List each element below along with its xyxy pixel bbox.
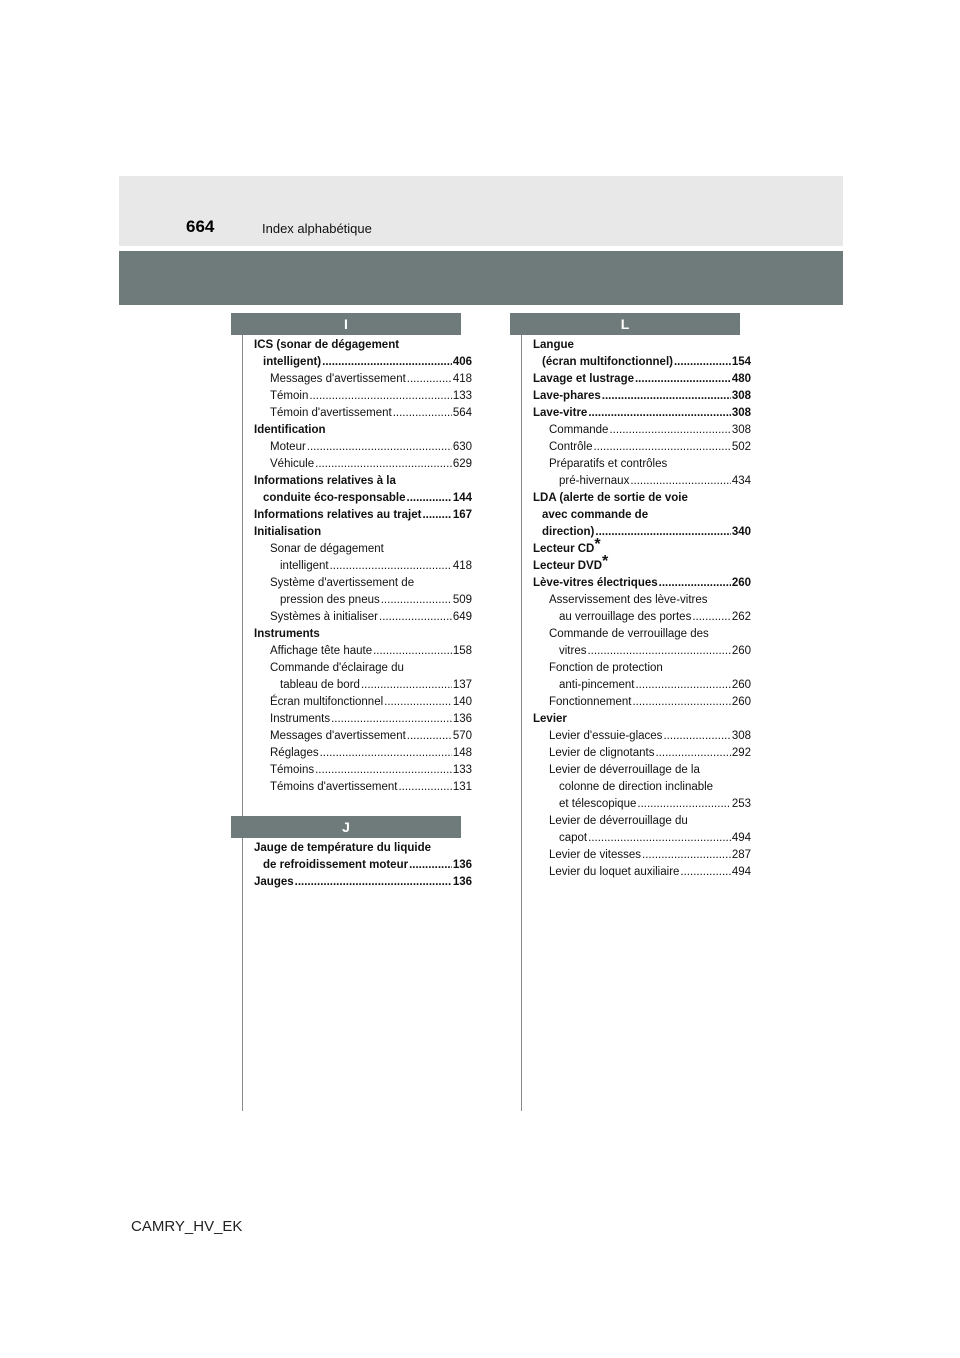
index-entry[interactable] (533, 677, 751, 694)
entry-text: Messages d'avertissement (270, 730, 406, 742)
index-entry[interactable] (254, 857, 472, 874)
dot-leader (593, 439, 730, 456)
entry-text: intelligent (280, 560, 329, 572)
left-index-column (254, 313, 472, 891)
entry-text: anti-pincement (559, 679, 635, 691)
dot-leader (307, 439, 452, 456)
entry-text: Lave-vitre (533, 407, 588, 419)
entry-text: Sonar de dégagement (270, 543, 384, 555)
index-entry[interactable] (533, 643, 751, 660)
entry-page-number: 340 (731, 526, 751, 538)
entry-page-number: 137 (452, 679, 472, 691)
index-entry[interactable] (254, 779, 472, 796)
entry-page-number: 133 (452, 764, 472, 776)
dot-leader (309, 388, 451, 405)
entry-text: Levier de déverrouillage de la (549, 764, 700, 776)
entry-page-number: 308 (731, 407, 751, 419)
dot-leader (322, 354, 452, 371)
index-entry[interactable] (254, 592, 472, 609)
index-entry[interactable] (533, 592, 751, 609)
entry-page-number: 260 (731, 679, 751, 691)
dot-leader (407, 371, 452, 388)
dot-leader (588, 405, 730, 422)
dot-leader (659, 575, 731, 592)
entry-text: Informations relatives à la (254, 475, 396, 487)
entry-page-number: 480 (731, 373, 751, 385)
entry-page-number: 308 (731, 424, 751, 436)
entry-text: Initialisation (254, 526, 322, 538)
index-entry[interactable] (254, 507, 472, 524)
dot-leader (320, 745, 452, 762)
dot-leader (361, 677, 452, 694)
entry-text: Témoin d'avertissement (270, 407, 392, 419)
index-entry[interactable] (533, 490, 751, 507)
index-entry[interactable] (254, 840, 472, 857)
index-entry[interactable] (533, 796, 751, 813)
index-entry[interactable] (254, 541, 472, 558)
entry-text: Témoins (270, 764, 315, 776)
dot-leader (674, 354, 731, 371)
entry-page-number: 260 (731, 645, 751, 657)
index-entry[interactable] (254, 473, 472, 490)
index-entry[interactable] (254, 643, 472, 660)
index-entry[interactable] (254, 371, 472, 388)
index-entry[interactable] (254, 405, 472, 422)
entry-text: Témoins d'avertissement (270, 781, 398, 793)
index-entry[interactable] (533, 388, 751, 405)
index-entry[interactable] (254, 575, 472, 592)
index-entry[interactable] (254, 354, 472, 371)
entry-text: Lecteur DVD (533, 560, 603, 572)
dot-leader (409, 857, 452, 874)
header-bar (119, 251, 843, 305)
entry-page-number: 253 (731, 798, 751, 810)
entry-page-number: 494 (731, 866, 751, 878)
dot-leader (609, 422, 730, 439)
entry-page-number: 260 (731, 696, 751, 708)
entry-text: Lève-vitres électriques (533, 577, 658, 589)
entry-text: tableau de bord (280, 679, 360, 691)
dot-leader (642, 847, 731, 864)
index-entry[interactable] (254, 388, 472, 405)
index-entry[interactable] (254, 524, 472, 541)
index-entry[interactable] (533, 813, 751, 830)
index-entry[interactable] (254, 337, 472, 354)
entry-text: conduite éco-responsable (263, 492, 406, 504)
index-entry[interactable] (533, 575, 751, 592)
entry-text: Fonctionnement (549, 696, 632, 708)
entry-text: Réglages (270, 747, 319, 759)
index-entry[interactable] (254, 745, 472, 762)
entry-text: Levier du loquet auxiliaire (549, 866, 680, 878)
dot-leader (635, 677, 730, 694)
index-entry[interactable] (533, 626, 751, 643)
entry-text: Asservissement des lève-vitres (549, 594, 708, 606)
entry-text: Lavage et lustrage (533, 373, 634, 385)
index-entry[interactable] (254, 626, 472, 643)
entry-text: Messages d'avertissement (270, 373, 406, 385)
footnote-star: * (602, 553, 609, 570)
entry-page-number: 260 (731, 577, 751, 589)
entry-text: au verrouillage des portes (559, 611, 692, 623)
index-entry[interactable] (533, 337, 751, 354)
entry-text: Témoin (270, 390, 309, 402)
entry-text: de refroidissement moteur (263, 859, 409, 871)
entry-page-number: 287 (731, 849, 751, 861)
index-entry[interactable] (533, 745, 751, 762)
dot-leader (587, 643, 730, 660)
entry-text: Préparatifs et contrôles (549, 458, 668, 470)
entry-page-number: 131 (452, 781, 472, 793)
dot-leader (398, 779, 451, 796)
entry-text: Lecteur CD (533, 543, 595, 555)
entry-page-number: 136 (452, 859, 472, 871)
entry-page-number: 418 (452, 560, 472, 572)
index-section (254, 816, 472, 891)
dot-leader (379, 609, 452, 626)
index-entry[interactable] (254, 728, 472, 745)
entry-text: Écran multifonctionnel (270, 696, 384, 708)
entry-text: Commande de verrouillage des (549, 628, 709, 640)
entry-page-number: 144 (452, 492, 472, 504)
dot-leader (602, 388, 731, 405)
index-entry[interactable] (533, 536, 751, 558)
entry-text: vitres (559, 645, 587, 657)
page-number: 664 (186, 217, 215, 236)
dot-leader (632, 694, 730, 711)
entry-text: Fonction de protection (549, 662, 663, 674)
dot-leader (588, 830, 731, 847)
entry-text: Jauges (254, 876, 294, 888)
entry-text: Affichage tête haute (270, 645, 373, 657)
dot-leader (407, 490, 452, 507)
index-entry[interactable] (254, 660, 472, 677)
index-entry[interactable] (533, 473, 751, 490)
dot-leader (407, 728, 452, 745)
section-letter-heading: J (231, 816, 461, 838)
index-entry[interactable] (254, 422, 472, 439)
entry-page-number: 158 (452, 645, 472, 657)
index-entry[interactable] (533, 728, 751, 745)
dot-leader (692, 609, 730, 626)
dot-leader (330, 558, 452, 575)
entry-text: Instruments (270, 713, 331, 725)
header-band (119, 176, 843, 246)
entry-text: Lave-phares (533, 390, 601, 402)
section-letter-heading: I (231, 313, 461, 335)
entry-page-number: 494 (731, 832, 751, 844)
index-entry[interactable] (533, 422, 751, 439)
index-entry[interactable] (533, 762, 751, 779)
entry-page-number: 133 (452, 390, 472, 402)
entry-page-number: 308 (731, 390, 751, 402)
entry-text: Langue (533, 339, 574, 351)
entry-text: Identification (254, 424, 326, 436)
entry-page-number: 262 (731, 611, 751, 623)
right-index-column (533, 313, 751, 881)
entry-page-number: 148 (452, 747, 472, 759)
index-entry[interactable] (533, 456, 751, 473)
entry-text: Commande d'éclairage du (270, 662, 404, 674)
index-entry[interactable] (533, 405, 751, 422)
entry-text: pré-hivernaux (559, 475, 630, 487)
entry-text: avec commande de (542, 509, 649, 521)
entry-text: Système d'avertissement de (270, 577, 415, 589)
index-entry[interactable] (254, 609, 472, 626)
dot-leader (655, 745, 730, 762)
index-entry[interactable] (254, 558, 472, 575)
entry-page-number: 140 (452, 696, 472, 708)
index-entry[interactable] (533, 864, 751, 881)
entry-text: et télescopique (559, 798, 637, 810)
entry-text: Contrôle (549, 441, 593, 453)
dot-leader (315, 762, 452, 779)
index-entry[interactable] (533, 524, 751, 541)
entry-text: ICS (sonar de dégagement (254, 339, 400, 351)
index-entry[interactable] (254, 456, 472, 473)
dot-leader (680, 864, 730, 881)
dot-leader (663, 728, 730, 745)
entry-text: capot (559, 832, 588, 844)
entry-text: LDA (alerte de sortie de voie (533, 492, 688, 504)
dot-leader (637, 796, 730, 813)
index-section (254, 313, 472, 796)
dot-leader (630, 473, 730, 490)
entry-page-number: 418 (452, 373, 472, 385)
entry-text: Jauge de température du liquide (254, 842, 432, 854)
entry-page-number: 434 (731, 475, 751, 487)
entry-page-number: 136 (452, 876, 472, 888)
index-section (533, 313, 751, 881)
entry-text: (écran multifonctionnel) (542, 356, 673, 368)
entry-page-number: 502 (731, 441, 751, 453)
entry-text: Levier de clignotants (549, 747, 655, 759)
entry-text: Levier de vitesses (549, 849, 642, 861)
page-title: Index alphabétique (262, 221, 372, 236)
entry-page-number: 630 (452, 441, 472, 453)
dot-leader (595, 524, 730, 541)
left-column-rule (242, 313, 243, 1111)
dot-leader (295, 874, 452, 891)
dot-leader (373, 643, 452, 660)
index-entry[interactable] (533, 660, 751, 677)
entry-page-number: 564 (452, 407, 472, 419)
entry-page-number: 136 (452, 713, 472, 725)
entry-text: colonne de direction inclinable (559, 781, 714, 793)
entry-text: pression des pneus (280, 594, 380, 606)
index-entry[interactable] (254, 490, 472, 507)
index-entry[interactable] (533, 694, 751, 711)
index-entry[interactable] (533, 507, 751, 524)
index-entry[interactable] (254, 762, 472, 779)
dot-leader (381, 592, 452, 609)
entry-page-number: 629 (452, 458, 472, 470)
index-entry[interactable] (254, 694, 472, 711)
entry-page-number: 292 (731, 747, 751, 759)
footnote-star: * (594, 536, 601, 553)
entry-text: Moteur (270, 441, 306, 453)
index-entry[interactable] (254, 439, 472, 456)
index-entry[interactable] (254, 677, 472, 694)
index-entry[interactable] (533, 711, 751, 728)
entry-page-number: 509 (452, 594, 472, 606)
entry-page-number: 570 (452, 730, 472, 742)
model-code: CAMRY_HV_EK (131, 1218, 243, 1235)
dot-leader (384, 694, 452, 711)
dot-leader (331, 711, 452, 728)
index-entry[interactable] (533, 354, 751, 371)
dot-leader (635, 371, 731, 388)
index-entry[interactable] (533, 830, 751, 847)
index-entry[interactable] (533, 609, 751, 626)
entry-text: Informations relatives au trajet (254, 509, 422, 521)
dot-leader (393, 405, 452, 422)
entry-page-number: 649 (452, 611, 472, 623)
index-entry[interactable] (533, 553, 751, 575)
entry-text: intelligent) (263, 356, 322, 368)
entry-text: Levier d'essuie-glaces (549, 730, 663, 742)
entry-page-number: 308 (731, 730, 751, 742)
index-entry[interactable] (533, 779, 751, 796)
entry-text: Levier de déverrouillage du (549, 815, 688, 827)
entry-page-number: 167 (452, 509, 472, 521)
index-entry[interactable] (533, 847, 751, 864)
entry-text: Commande (549, 424, 609, 436)
right-column-rule (521, 313, 522, 1111)
index-entry[interactable] (254, 874, 472, 891)
index-entry[interactable] (254, 711, 472, 728)
entry-text: Systèmes à initialiser (270, 611, 379, 623)
entry-text: Levier (533, 713, 567, 725)
entry-text: Véhicule (270, 458, 315, 470)
entry-text: direction) (542, 526, 595, 538)
entry-page-number: 154 (731, 356, 751, 368)
dot-leader (315, 456, 452, 473)
entry-text: Instruments (254, 628, 320, 640)
index-entry[interactable] (533, 371, 751, 388)
entry-page-number: 406 (452, 356, 472, 368)
dot-leader (422, 507, 451, 524)
index-entry[interactable] (533, 439, 751, 456)
section-letter-heading: L (510, 313, 740, 335)
